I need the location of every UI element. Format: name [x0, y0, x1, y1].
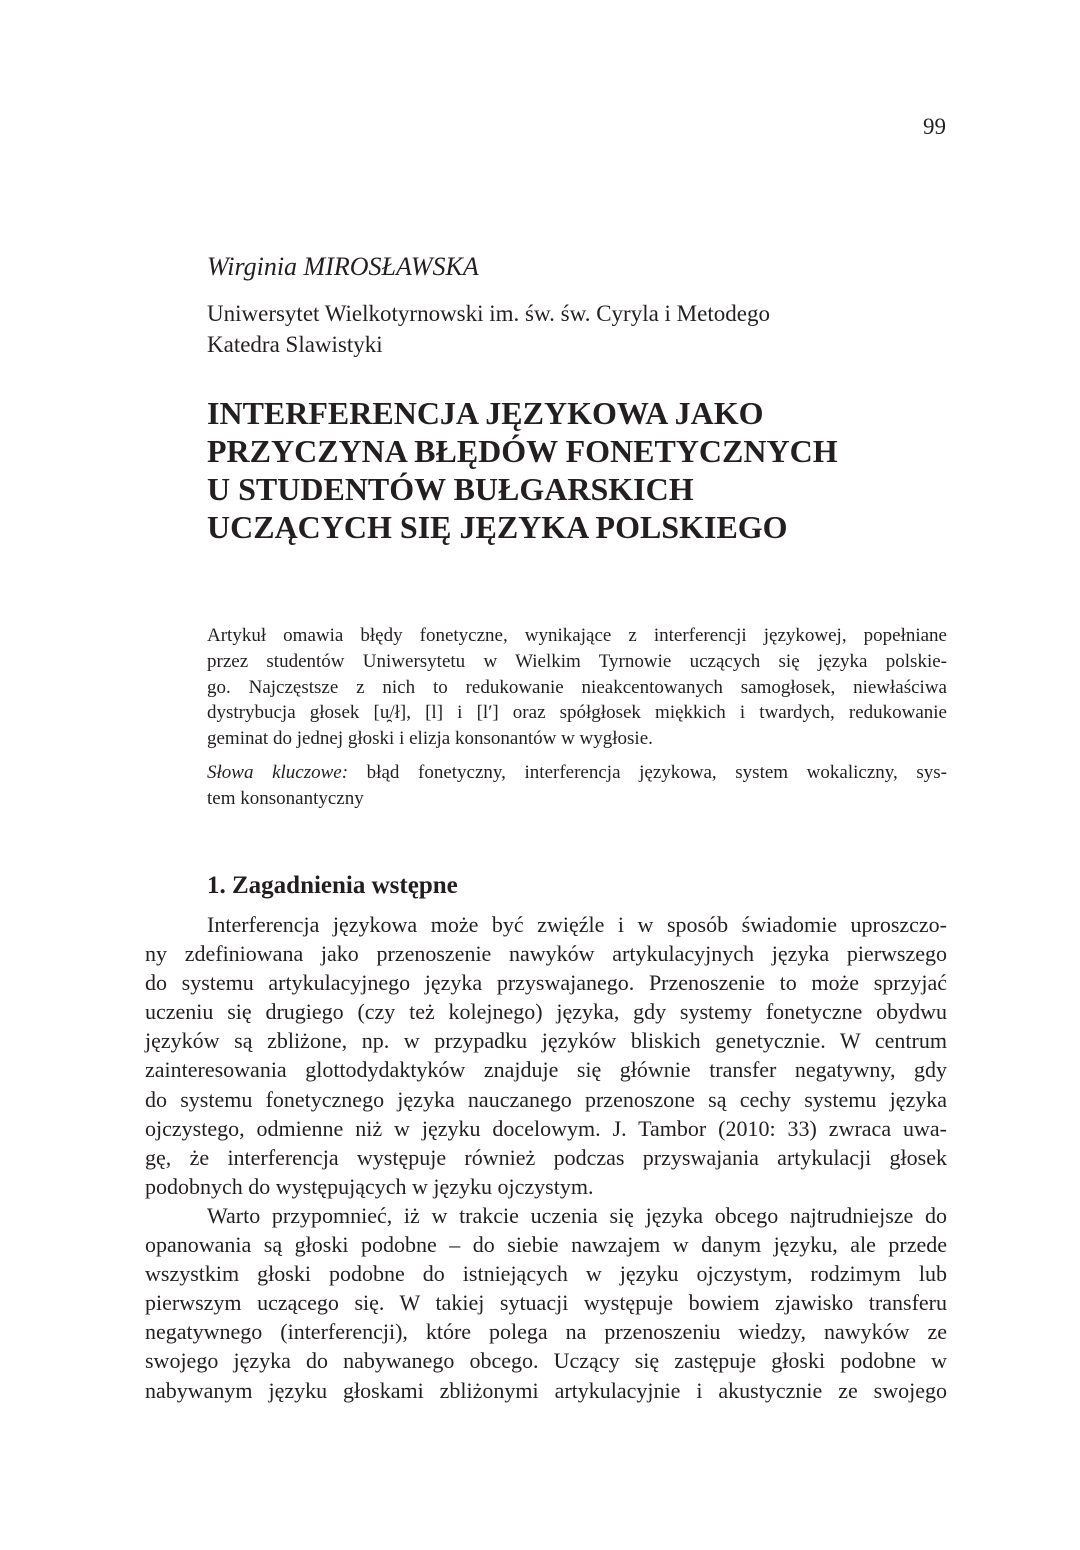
keywords-label: Słowa kluczowe:: [207, 761, 349, 783]
keywords-text: błąd fonetyczny, interferencja językowa, system wokaliczny, sys-: [348, 761, 947, 783]
abstract: [207, 623, 947, 812]
paragraph-line: podobnych do występujących w języku ojczystym.: [145, 1173, 594, 1199]
body-text: [145, 910, 947, 1405]
keywords-line: [207, 760, 947, 786]
paragraph-line: opanowania są głoski podobne – do siebie nawzajem w danym języku, ale przede: [145, 1232, 947, 1258]
affiliation-department: Katedra Slawistyki: [207, 332, 383, 357]
affiliation-university: Uniwersytet Wielkotyrnowski im. św. św. Cyryla i Metodego: [207, 301, 770, 326]
page-number: 99: [923, 114, 946, 139]
title-line: UCZĄCYCH SIĘ JĘZYKA POLSKIEGO: [207, 509, 788, 545]
article-title: [207, 394, 967, 546]
title-line: PRZYCZYNA BŁĘDÓW FONETYCZNYCH: [207, 433, 838, 469]
paragraph-line: do systemu fonetycznego języka nauczanego przenoszone są cechy systemu języka: [145, 1086, 947, 1112]
section-heading: 1. Zagadnienia wstępne: [207, 872, 458, 899]
paragraph-line: negatywnego (interferencji), które polega na przenoszeniu wiedzy, nawyków ze: [145, 1319, 947, 1345]
title-line: INTERFERENCJA JĘZYKOWA JAKO: [207, 395, 764, 431]
paragraph-line: ojczystego, odmienne niż w języku docelowym. J. Tambor (2010: 33) zwraca uwa-: [145, 1115, 947, 1141]
author-affiliation: [207, 298, 770, 360]
keywords: [207, 760, 947, 812]
author-name: Wirginia MIROSŁAWSKA: [207, 252, 479, 281]
paragraph-line: Warto przypomnieć, iż w trakcie uczenia się języka obcego najtrudniejsze do: [207, 1202, 947, 1228]
paragraph-line: wszystkim głoski podobne do istniejących w języku ojczystym, rodzimym lub: [145, 1261, 947, 1287]
paragraph-line: języków są zbliżone, np. w przypadku języków bliskich genetycznie. W centrum: [145, 1028, 947, 1054]
abstract-line: geminat do jednej głoski i elizja konsonantów w wygłosie.: [207, 728, 653, 750]
paragraph: [145, 910, 947, 1201]
paragraph-line: Interferencja językowa może być zwięźle i w sposób świadomie uproszczo-: [207, 912, 947, 937]
keywords-line: tem konsonantyczny: [207, 787, 364, 809]
paragraph-line: uczeniu się drugiego (czy też kolejnego) języka, gdy systemy fonetyczne obydwu: [145, 999, 947, 1025]
paragraph-line: swojego języka do nabywanego obcego. Uczący się zastępuje głoski podobne w: [145, 1348, 947, 1374]
paragraph-line: do systemu artykulacyjnego języka przyswajanego. Przenoszenie to może sprzyjać: [145, 970, 947, 996]
paragraph-line: zainteresowania glottodydaktyków znajduje się głównie transfer negatywny, gdy: [145, 1057, 947, 1083]
abstract-line: dystrybucja głosek [u̯/ł], [l] i [l′] oraz spółgłosek miękkich i twardych, redukowanie: [207, 702, 947, 724]
paragraph-line: nabywanym języku głoskami zbliżonymi artykulacyjnie i akustycznie ze swojego: [145, 1377, 947, 1403]
title-line: U STUDENTÓW BUŁGARSKICH: [207, 471, 694, 507]
paragraph-line: pierwszym uczącego się. W takiej sytuacji występuje bowiem zjawisko transferu: [145, 1290, 947, 1316]
paragraph-line: ny zdefiniowana jako przenoszenie nawyków artykulacyjnych języka pierwszego: [145, 941, 947, 967]
abstract-line: przez studentów Uniwersytetu w Wielkim Tyrnowie uczących się języka polskie-: [207, 650, 947, 672]
paragraph: [145, 1201, 947, 1405]
abstract-line: Artykuł omawia błędy fonetyczne, wynikające z interferencji językowej, popełniane: [207, 625, 947, 646]
abstract-line: go. Najczęstsze z nich to redukowanie nieakcentowanych samogłosek, niewłaściwa: [207, 676, 947, 698]
paragraph-line: gę, że interferencja występuje również podczas przyswajania artykulacji głosek: [145, 1144, 947, 1170]
